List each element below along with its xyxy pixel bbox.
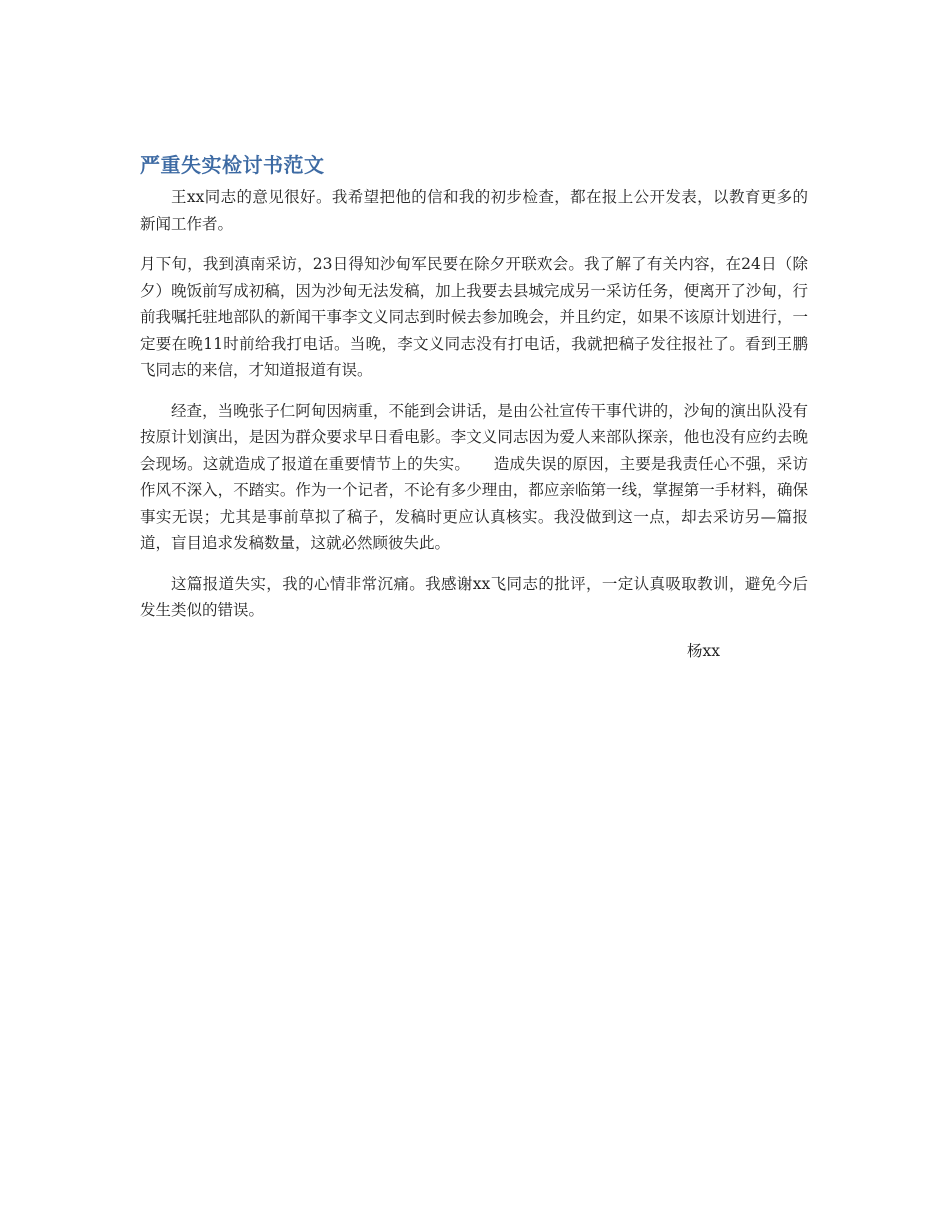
paragraph-4: 这篇报道失实，我的心情非常沉痛。我感谢xx飞同志的批评，一定认真吸取教训，避免今后发生类似的错误。 <box>140 574 808 619</box>
paragraph-1: 王xx同志的意见很好。我希望把他的信和我的初步检查，都在报上公开发表，以教育更多的新闻工作者。 <box>140 188 808 233</box>
paragraph-3: 经查，当晚张子仁阿甸因病重，不能到会讲话，是由公社宣传干事代讲的，沙甸的演出队没有按原计划演出，是因为群众要求早日看电影。李文义同志因为爱人来部队探亲，他也没有应约去晚会现场。这就造成了报道在重要情节上的失实。 造成失误的原因，主要是我责任心不强，采访作风不深入，不踏实。作为一个记者，不论有多少理由，都应亲临第一线，掌握第一手材料，确保事实无误；尤其是事前草拟了稿子，发稿时更应认真核实。我没做到这一点，却去采访另—篇报道，盲目追求发稿数量，这就必然顾彼失此。 <box>140 401 808 552</box>
paragraph-2: 月下旬，我到滇南采访，23日得知沙甸军民要在除夕开联欢会。我了解了有关内容，在24日（除夕）晚饭前写成初稿，因为沙甸无法发稿，加上我要去县城完成另一采访任务，便离开了沙甸，行前我嘱托驻地部队的新闻干事李文义同志到时候去参加晚会，并且约定，如果不该原计划进行，一定要在晚11时前给我打电话。当晚，李文义同志没有打电话，我就把稿子发往报社了。看到王鹏飞同志的来信，才知道报道有误。 <box>140 255 808 379</box>
document-title: 严重失实检讨书范文 <box>140 153 325 177</box>
signature: 杨xx <box>687 641 720 660</box>
document-body <box>140 150 808 664</box>
